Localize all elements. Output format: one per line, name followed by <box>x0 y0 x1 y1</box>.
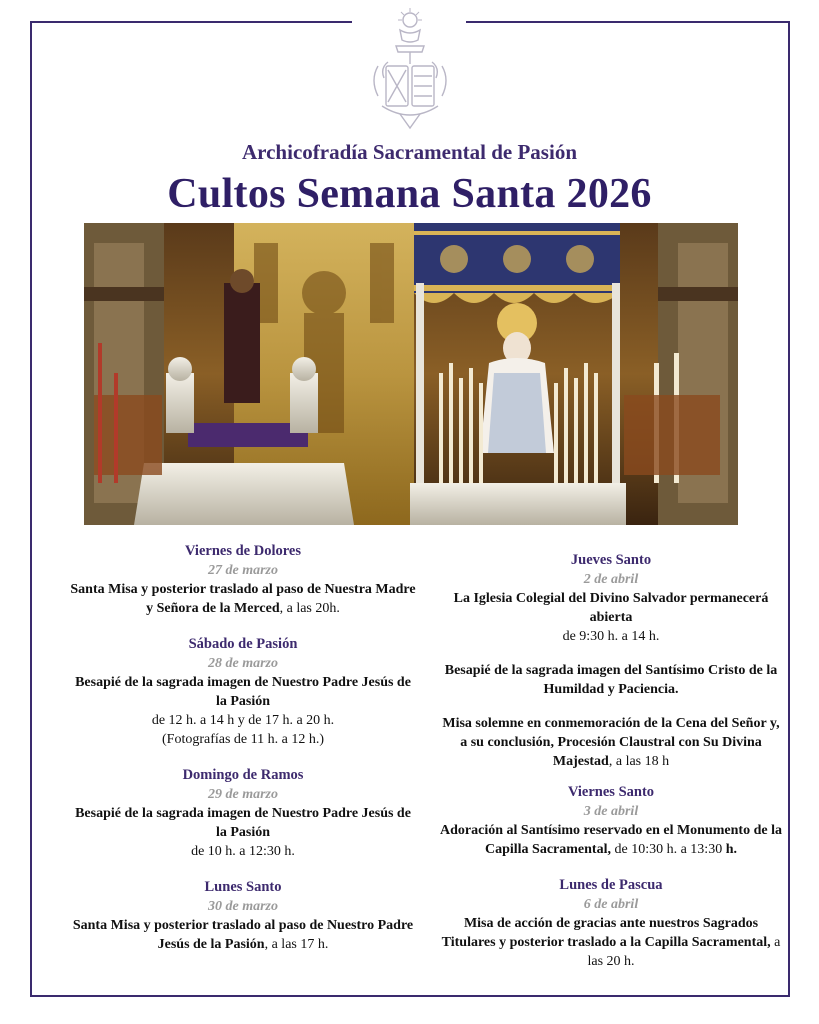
event-description: Santa Misa y posterior traslado al paso de Nuestra Madre y Señora de la Merced <box>70 582 416 616</box>
event-title: Sábado de Pasión <box>188 636 298 652</box>
event-description: Misa de acción de gracias ante nuestros Sagrados Titulares y posterior traslado a la Capilla Sacramental, <box>441 916 771 950</box>
event-viernes-santo <box>440 783 782 859</box>
event-description: Adoración al Santísimo reservado en el Monumento de la Capilla Sacramental, <box>440 823 782 857</box>
event-time-end: h. <box>725 842 737 857</box>
event-time: a las 20 h. <box>587 935 781 969</box>
event-title: Lunes de Pascua <box>559 877 663 893</box>
event-description: La Iglesia Colegial del Divino Salvador permanecerá abierta <box>453 591 769 625</box>
event-time: de 10 h. a 12:30 h. <box>191 844 295 859</box>
event-time: de 10:30 h. a 13:30 <box>610 842 726 857</box>
event-misa: Misa solemne en conmemoración de la Cena del Señor y, a su conclusión, Procesión Claustral con Su Divina Majestad <box>442 716 780 769</box>
event-date: 29 de marzo <box>208 787 278 802</box>
brotherhood-name: Archicofradía Sacramental de Pasión <box>242 140 577 164</box>
event-jueves-santo <box>440 551 782 771</box>
event-lunes-pascua <box>440 876 782 971</box>
event-description: Santa Misa y posterior traslado al paso de Nuestro Padre Jesús de la Pasión <box>72 918 414 952</box>
event-date: 28 de marzo <box>208 656 278 671</box>
event-date: 30 de marzo <box>208 899 278 914</box>
event-time: de 12 h. a 14 h y de 17 h. a 20 h. <box>151 713 335 728</box>
event-description: Besapié de la sagrada imagen de Nuestro Padre Jesús de la Pasión <box>75 675 411 709</box>
event-viernes-dolores <box>70 542 416 618</box>
event-title: Viernes Santo <box>567 784 655 800</box>
right-column <box>440 551 782 988</box>
page-title: Cultos Semana Santa 2026 <box>167 171 652 217</box>
event-misa-time: , a las 18 h <box>608 754 670 769</box>
event-description: Besapié de la sagrada imagen de Nuestro Padre Jesús de la Pasión <box>75 806 411 840</box>
event-time: , a las 20h. <box>279 601 340 616</box>
event-sabado-pasion <box>70 635 416 749</box>
event-time: , a las 17 h. <box>264 937 329 952</box>
left-column <box>70 542 416 971</box>
event-date: 3 de abril <box>583 804 639 819</box>
frame-right <box>788 21 790 997</box>
frame-top-right <box>466 21 790 23</box>
frame-top-left <box>30 21 352 23</box>
event-time: de 9:30 h. a 14 h. <box>562 629 660 644</box>
altar-photo-icon <box>84 223 738 525</box>
event-date: 6 de abril <box>583 897 639 912</box>
frame-left <box>30 21 32 997</box>
event-title: Jueves Santo <box>570 552 652 568</box>
event-note: (Fotografías de 11 h. a 12 h.) <box>162 732 324 747</box>
event-date: 2 de abril <box>583 572 639 587</box>
event-besapie: Besapié de la sagrada imagen del Santísimo Cristo de la Humildad y Paciencia. <box>444 663 778 697</box>
event-title: Viernes de Dolores <box>185 543 301 559</box>
event-lunes-santo <box>70 878 416 954</box>
frame-bottom <box>30 995 790 997</box>
event-title: Domingo de Ramos <box>182 767 304 783</box>
brotherhood-coat-of-arms-icon <box>360 6 460 134</box>
event-domingo-ramos <box>70 766 416 861</box>
event-date: 27 de marzo <box>208 563 278 578</box>
event-title: Lunes Santo <box>204 879 282 895</box>
